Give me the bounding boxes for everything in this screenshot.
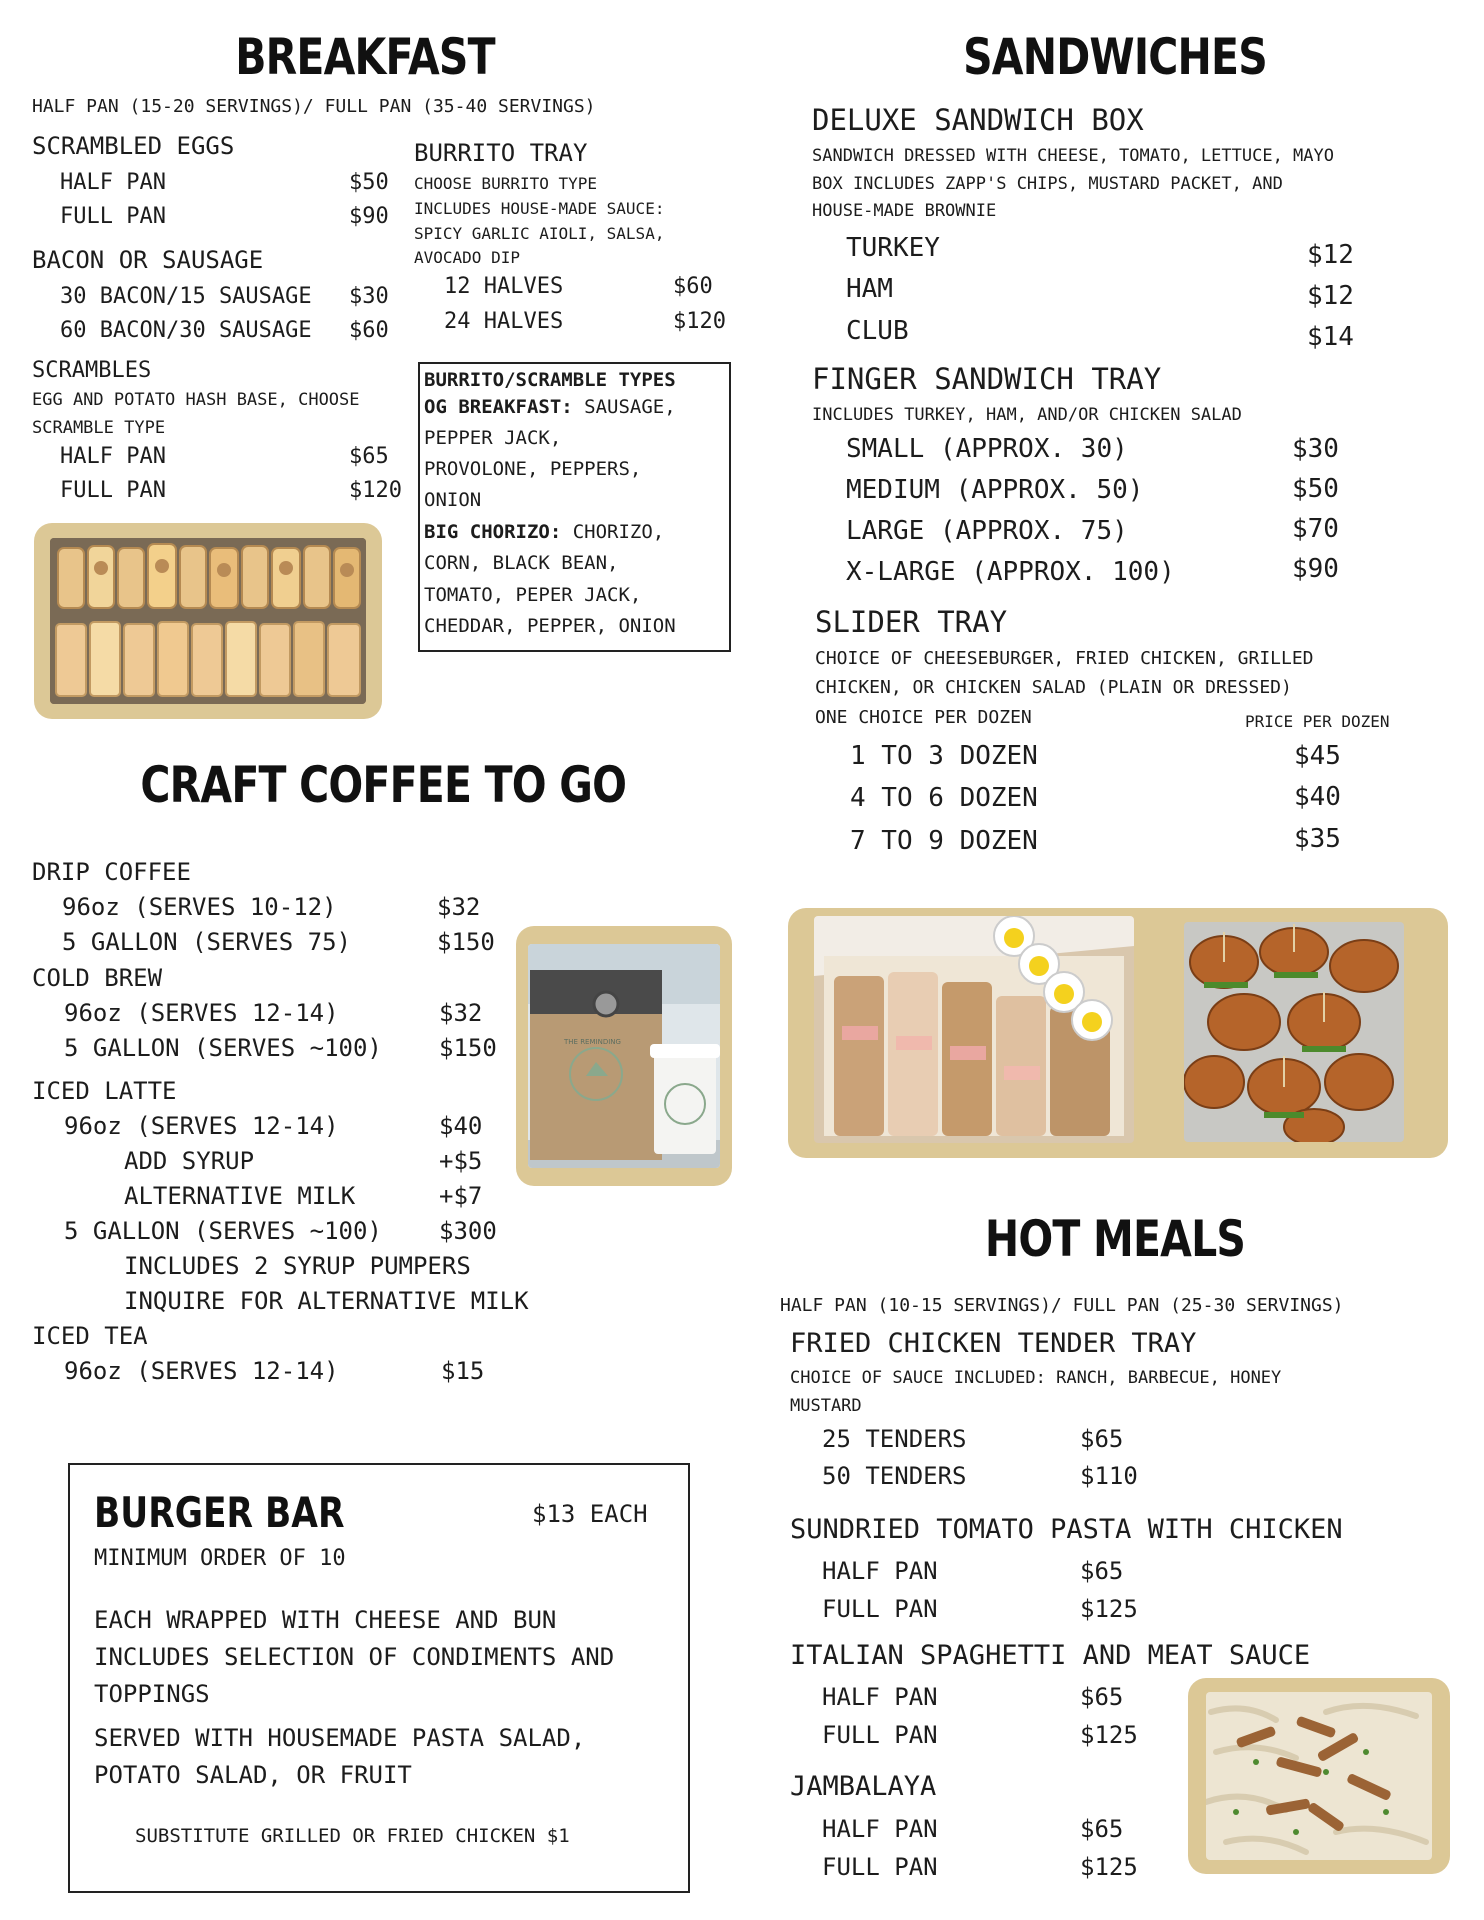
slider-title: SLIDER TRAY: [815, 605, 1008, 639]
menu-item-label: 96oz (SERVES 12-14): [64, 999, 339, 1027]
menu-item-label: X-LARGE (APPROX. 100): [846, 557, 1175, 587]
pasta-image: [1206, 1692, 1432, 1860]
menu-item-label: FULL PAN: [822, 1853, 938, 1881]
menu-item-price: $40: [439, 1112, 483, 1140]
deluxe-desc: BOX INCLUDES ZAPP'S CHIPS, MUSTARD PACKET, AND: [812, 174, 1283, 194]
menu-item-label: FULL PAN: [60, 204, 166, 229]
burrito-desc: INCLUDES HOUSE-MADE SAUCE:: [414, 199, 665, 218]
finger-sandwich-photo: [814, 916, 1134, 1143]
menu-item-label: 12 HALVES: [444, 274, 564, 299]
menu-item-price: $120: [673, 309, 726, 334]
jambalaya-title: JAMBALAYA: [790, 1771, 937, 1802]
cold-brew-title: COLD BREW: [32, 964, 163, 992]
burger-bar-desc: POTATO SALAD, OR FRUIT: [94, 1761, 412, 1789]
burger-bar-desc: EACH WRAPPED WITH CHEESE AND BUN: [94, 1606, 557, 1634]
menu-item-price: $45: [1294, 741, 1341, 771]
menu-item-price: $60: [349, 318, 389, 343]
deluxe-desc: SANDWICH DRESSED WITH CHEESE, TOMATO, LETTUCE, MAYO: [812, 146, 1334, 166]
menu-item-price: $32: [439, 999, 483, 1027]
hot-meals-servings: HALF PAN (10-15 SERVINGS)/ FULL PAN (25-30 SERVINGS): [780, 1295, 1344, 1316]
breakfast-title: BREAKFAST: [235, 28, 495, 86]
menu-item-label: SMALL (APPROX. 30): [846, 434, 1128, 464]
menu-item-label: TURKEY: [846, 233, 940, 263]
latte-note: INCLUDES 2 SYRUP PUMPERS: [124, 1252, 471, 1280]
burger-bar-desc: SERVED WITH HOUSEMADE PASTA SALAD,: [94, 1724, 586, 1752]
burger-bar-desc: TOPPINGS: [94, 1680, 210, 1708]
menu-item-label: 96oz (SERVES 12-14): [64, 1112, 339, 1140]
menu-item-price: $32: [437, 893, 481, 921]
menu-item-price: $65: [349, 444, 389, 469]
og-breakfast-text: PROVOLONE, PEPPERS,: [424, 458, 642, 480]
menu-item-label: 60 BACON/30 SAUSAGE: [60, 318, 312, 343]
iced-tea-title: ICED TEA: [32, 1322, 148, 1350]
tenders-title: FRIED CHICKEN TENDER TRAY: [790, 1328, 1197, 1359]
finger-desc: INCLUDES TURKEY, HAM, AND/OR CHICKEN SALAD: [812, 405, 1242, 425]
menu-item-label: HALF PAN: [822, 1557, 938, 1585]
finger-title: FINGER SANDWICH TRAY: [812, 362, 1162, 396]
menu-item-price: $150: [439, 1034, 497, 1062]
burrito-photo: [50, 538, 366, 704]
menu-item-price: $50: [349, 170, 389, 195]
menu-item-price: $65: [1080, 1815, 1124, 1843]
menu-item-label: ALTERNATIVE MILK: [124, 1182, 356, 1210]
menu-item-price: $125: [1080, 1853, 1138, 1881]
big-chorizo-text: CHORIZO,: [561, 521, 665, 543]
menu-item-label: 24 HALVES: [444, 309, 564, 334]
menu-item-label: 96oz (SERVES 12-14): [64, 1357, 339, 1385]
menu-item-label: 5 GALLON (SERVES ~100): [64, 1034, 382, 1062]
burger-bar-price: $13 EACH: [532, 1500, 648, 1528]
menu-item-label: MEDIUM (APPROX. 50): [846, 475, 1144, 505]
menu-item-price: $12: [1307, 281, 1354, 311]
big-chorizo-text: CHEDDAR, PEPPER, ONION: [424, 615, 676, 637]
slider-tray-image: [1184, 922, 1404, 1142]
burger-bar-desc: INCLUDES SELECTION OF CONDIMENTS AND: [94, 1643, 615, 1671]
menu-item-price: $70: [1292, 514, 1339, 544]
menu-item-label: 96oz (SERVES 10-12): [62, 893, 337, 921]
og-breakfast-text: PEPPER JACK,: [424, 427, 562, 449]
big-chorizo-text: TOMATO, PEPER JACK,: [424, 584, 642, 606]
menu-item-label: FULL PAN: [60, 478, 166, 503]
menu-item-label: HALF PAN: [60, 170, 166, 195]
menu-item-price: $125: [1080, 1595, 1138, 1623]
menu-item-price: $65: [1080, 1557, 1124, 1585]
menu-item-price: $60: [673, 274, 713, 299]
bacon-title: BACON OR SAUSAGE: [32, 246, 264, 274]
burger-bar-substitute: SUBSTITUTE GRILLED OR FRIED CHICKEN $1: [135, 1825, 570, 1847]
menu-item-price: $12: [1307, 240, 1354, 270]
tenders-desc: MUSTARD: [790, 1396, 862, 1416]
slider-desc: CHICKEN, OR CHICKEN SALAD (PLAIN OR DRESSED): [815, 677, 1292, 698]
big-chorizo-text: CORN, BLACK BEAN,: [424, 552, 619, 574]
deluxe-desc: HOUSE-MADE BROWNIE: [812, 201, 997, 221]
menu-item-price: $14: [1307, 322, 1354, 352]
menu-item-label: HALF PAN: [822, 1815, 938, 1843]
menu-item-label: HALF PAN: [822, 1683, 938, 1711]
menu-item-label: 25 TENDERS: [822, 1425, 967, 1453]
menu-item-price: $30: [1292, 434, 1339, 464]
menu-item-price: $40: [1294, 782, 1341, 812]
burrito-tray-image: [50, 538, 366, 704]
menu-item-label: ADD SYRUP: [124, 1147, 255, 1175]
burger-bar-title: BURGER BAR: [94, 1488, 345, 1537]
burrito-desc: AVOCADO DIP: [414, 248, 520, 267]
og-breakfast-line: [424, 396, 676, 418]
burrito-desc: SPICY GARLIC AIOLI, SALSA,: [414, 224, 665, 243]
scrambles-title: SCRAMBLES: [32, 358, 152, 383]
scrambled-eggs-title: SCRAMBLED EGGS: [32, 132, 235, 160]
menu-item-price: $150: [437, 928, 495, 956]
tenders-desc: CHOICE OF SAUCE INCLUDED: RANCH, BARBECUE, HONEY: [790, 1368, 1282, 1388]
sandwiches-title: SANDWICHES: [963, 28, 1267, 86]
menu-item-price: +$7: [439, 1182, 483, 1210]
menu-item-price: $90: [349, 204, 389, 229]
og-breakfast-text: SAUSAGE,: [572, 396, 676, 418]
menu-item-label: HAM: [846, 274, 893, 304]
coffee-title: CRAFT COFFEE TO GO: [140, 756, 627, 814]
coffee-photo: [528, 944, 720, 1168]
menu-item-label: FULL PAN: [822, 1721, 938, 1749]
menu-item-price: $125: [1080, 1721, 1138, 1749]
slider-desc: CHOICE OF CHEESEBURGER, FRIED CHICKEN, GRILLED: [815, 648, 1314, 669]
burger-bar-minimum: MINIMUM ORDER OF 10: [94, 1546, 346, 1571]
latte-note: INQUIRE FOR ALTERNATIVE MILK: [124, 1287, 529, 1315]
price-per-dozen: PRICE PER DOZEN: [1245, 712, 1390, 731]
breakfast-servings: HALF PAN (15-20 SERVINGS)/ FULL PAN (35-40 SERVINGS): [32, 96, 596, 117]
scrambles-desc: EGG AND POTATO HASH BASE, CHOOSE: [32, 390, 360, 410]
menu-item-label: HALF PAN: [60, 444, 166, 469]
menu-item-price: $65: [1080, 1425, 1124, 1453]
coffee-bag-brand: THE REMINDING: [564, 1038, 621, 1046]
menu-item-label: 4 TO 6 DOZEN: [850, 783, 1038, 813]
menu-item-price: $35: [1294, 824, 1341, 854]
menu-item-price: $110: [1080, 1462, 1138, 1490]
drip-coffee-title: DRIP COFFEE: [32, 858, 191, 886]
iced-latte-title: ICED LATTE: [32, 1077, 177, 1105]
pasta-photo: [1206, 1692, 1432, 1860]
menu-item-price: $300: [439, 1217, 497, 1245]
scrambles-desc: SCRAMBLE TYPE: [32, 418, 166, 438]
og-breakfast-label: OG BREAKFAST:: [424, 396, 573, 418]
menu-item-label: 1 TO 3 DOZEN: [850, 741, 1038, 771]
menu-item-price: $90: [1292, 554, 1339, 584]
menu-item-label: FULL PAN: [822, 1595, 938, 1623]
menu-item-price: $120: [349, 478, 402, 503]
menu-item-label: 50 TENDERS: [822, 1462, 967, 1490]
menu-item-price: $65: [1080, 1683, 1124, 1711]
slider-photo: [1184, 922, 1404, 1142]
menu-item-price: $15: [441, 1357, 485, 1385]
spaghetti-title: ITALIAN SPAGHETTI AND MEAT SAUCE: [790, 1640, 1311, 1671]
finger-sandwich-image: [814, 916, 1134, 1143]
menu-item-label: CLUB: [846, 316, 909, 346]
menu-item-label: 5 GALLON (SERVES ~100): [64, 1217, 382, 1245]
burrito-types-title: BURRITO/SCRAMBLE TYPES: [424, 369, 676, 391]
menu-item-price: $30: [349, 284, 389, 309]
menu-item-label: 7 TO 9 DOZEN: [850, 826, 1038, 856]
menu-item-label: 30 BACON/15 SAUSAGE: [60, 284, 312, 309]
pasta-title: SUNDRIED TOMATO PASTA WITH CHICKEN: [790, 1514, 1343, 1545]
og-breakfast-text: ONION: [424, 489, 482, 511]
burrito-title: BURRITO TRAY: [414, 139, 588, 167]
coffee-to-go-image: [528, 944, 720, 1168]
menu-item-label: 5 GALLON (SERVES 75): [62, 928, 351, 956]
burrito-desc: CHOOSE BURRITO TYPE: [414, 174, 598, 193]
menu-item-label: LARGE (APPROX. 75): [846, 516, 1128, 546]
menu-item-price: $50: [1292, 474, 1339, 504]
slider-desc: ONE CHOICE PER DOZEN: [815, 707, 1032, 728]
deluxe-title: DELUXE SANDWICH BOX: [812, 103, 1144, 137]
hot-meals-title: HOT MEALS: [984, 1210, 1246, 1268]
big-chorizo-label: BIG CHORIZO:: [424, 521, 562, 543]
menu-item-price: +$5: [439, 1147, 483, 1175]
big-chorizo-line: [424, 521, 664, 543]
